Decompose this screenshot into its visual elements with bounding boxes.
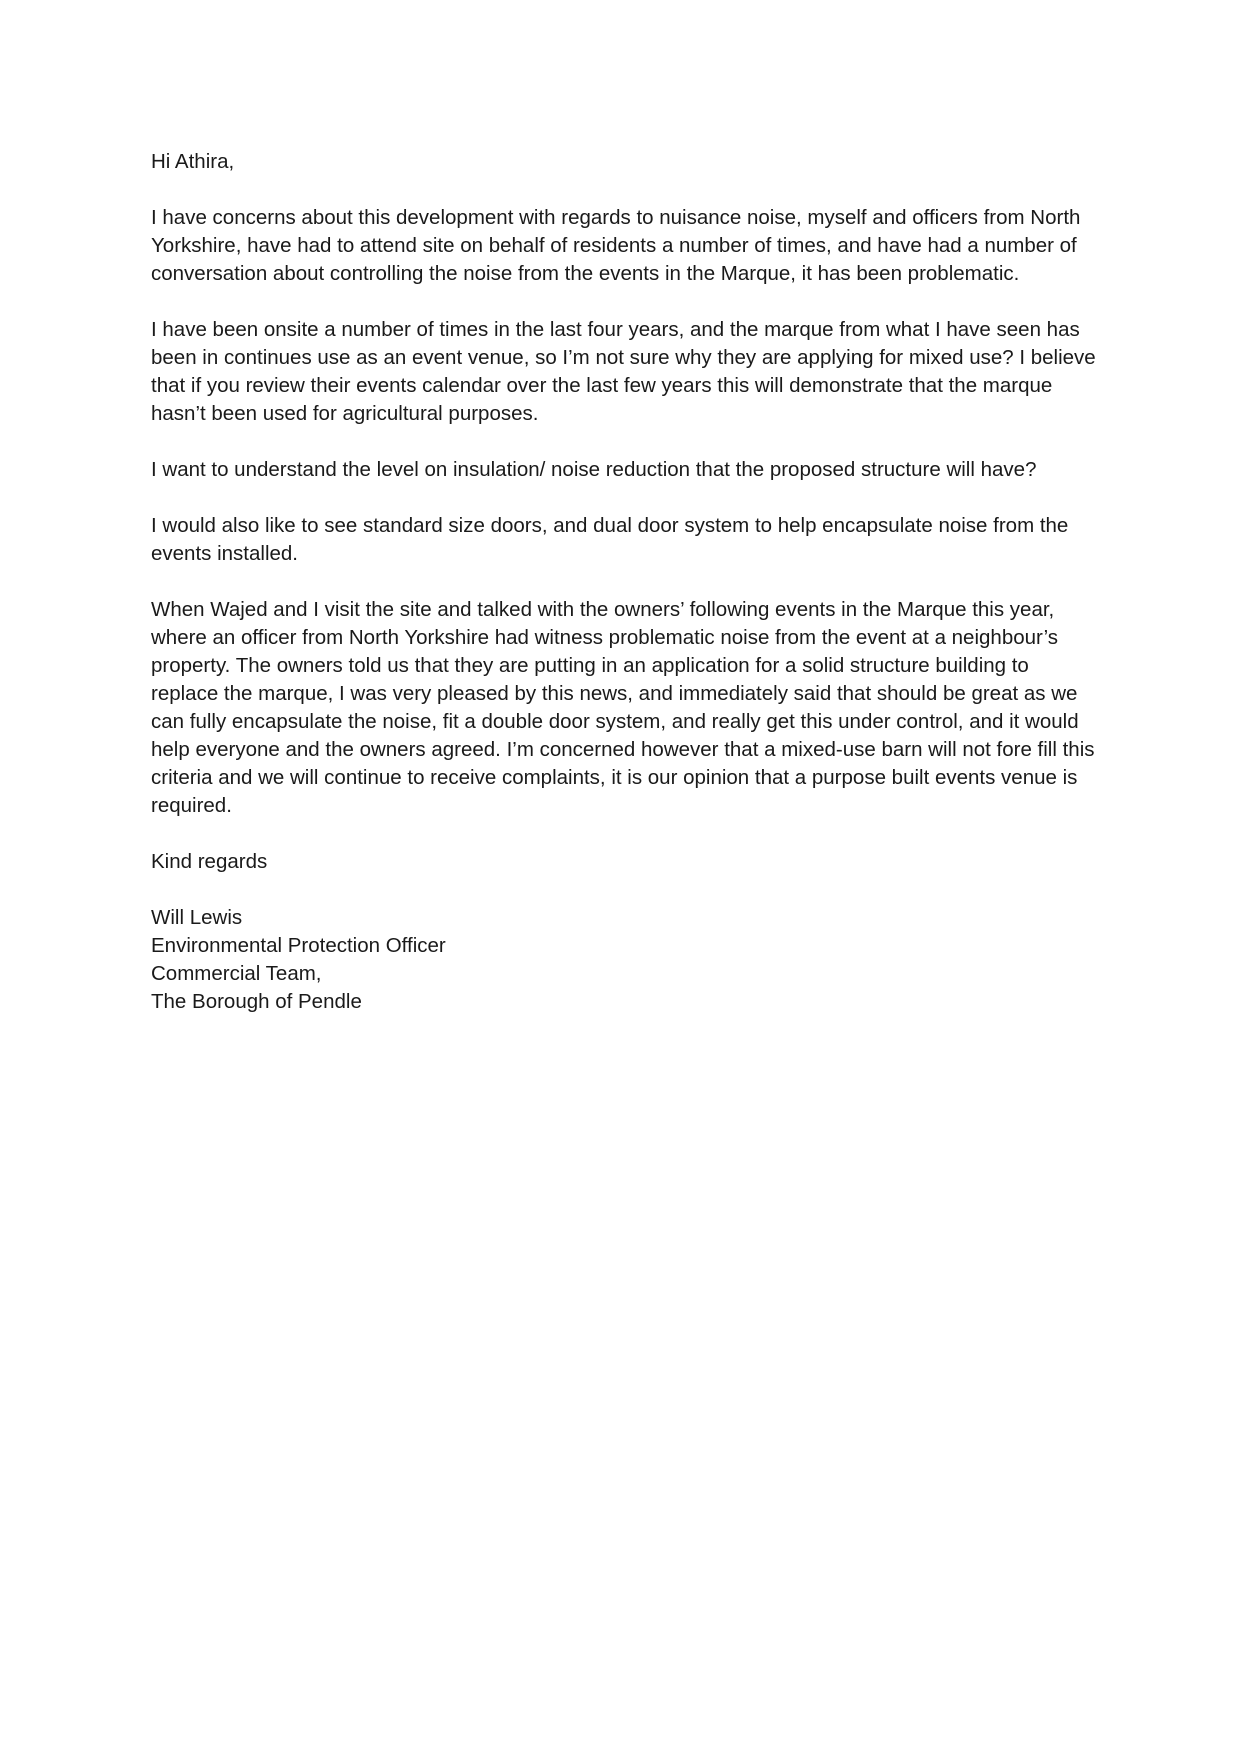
signature-organisation: The Borough of Pendle	[151, 990, 362, 1013]
paragraph-insulation: I want to understand the level on insulation/ noise reduction that the proposed structure will have?	[151, 458, 1037, 481]
paragraph-marque-use: I have been onsite a number of times in the last four years, and the marque from what I have seen has been in continues use as an event venue, so I’m not sure why they are applying for mixed use? I believe that if you review their events calendar over the last few years this will demonstrate that the marque hasn’t been used for agricultural purposes.	[151, 318, 1096, 425]
signature-name: Will Lewis	[151, 906, 243, 929]
paragraph-doors: I would also like to see standard size doors, and dual door system to help encapsulate noise from the events installed.	[151, 514, 1069, 565]
closing: Kind regards	[151, 850, 268, 873]
signature-team: Commercial Team,	[151, 962, 322, 985]
signature-block	[151, 904, 1101, 1016]
signature-title: Environmental Protection Officer	[151, 934, 446, 957]
paragraph-site-visit: When Wajed and I visit the site and talked with the owners’ following events in the Marque this year, where an officer from North Yorkshire had witness problematic noise from the event at a neighbour’s property. The owners told us that they are putting in an application for a solid structure building to replace the marque, I was very pleased by this news, and immediately said that should be great as we can fully encapsulate the noise, fit a double door system, and really get this under control, and it would help everyone and the owners agreed. I’m concerned however that a mixed-use barn will not fore fill this criteria and we will continue to receive complaints, it is our opinion that a purpose built events venue is required.	[151, 598, 1095, 817]
letter-body	[151, 148, 1101, 1016]
greeting: Hi Athira,	[151, 150, 235, 173]
paragraph-noise-concerns: I have concerns about this development with regards to nuisance noise, myself and officers from North Yorkshire, have had to attend site on behalf of residents a number of times, and have had a number of conversation about controlling the noise from the events in the Marque, it has been problematic.	[151, 206, 1081, 285]
